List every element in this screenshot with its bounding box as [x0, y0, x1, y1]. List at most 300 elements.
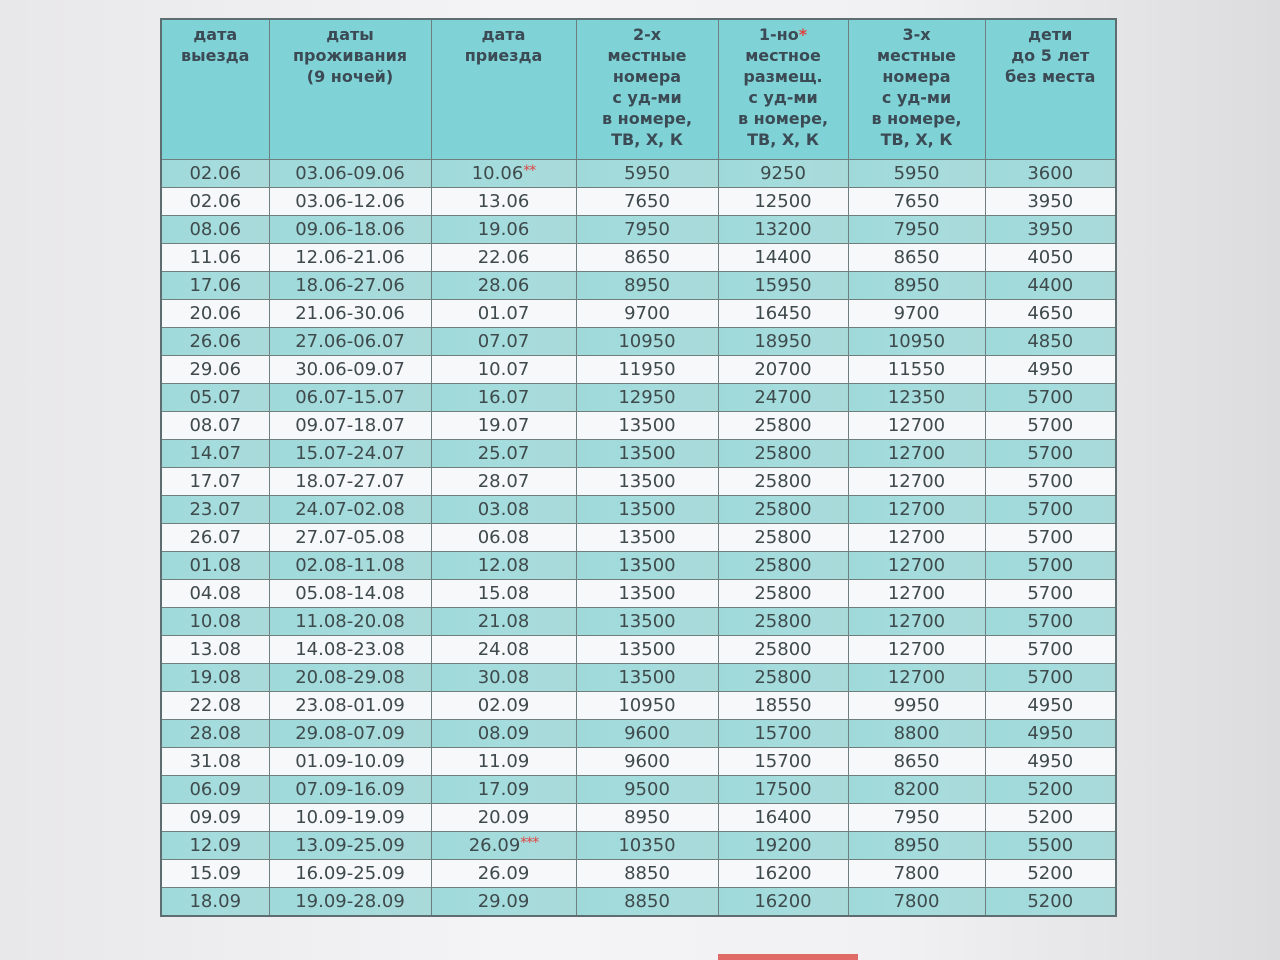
cell-triple-price	[848, 832, 985, 860]
cell-arrive-date	[431, 748, 576, 776]
cell-stay-dates	[269, 776, 431, 804]
cell-value: 01.08	[189, 555, 242, 576]
cell-stay-dates	[269, 748, 431, 776]
header-line: дата	[193, 25, 238, 44]
cell-depart-date	[161, 748, 269, 776]
cell-stay-dates	[269, 524, 431, 552]
cell-depart-date	[161, 692, 269, 720]
cell-value: 23.08-01.09	[295, 695, 405, 716]
table-row	[161, 468, 1116, 496]
header-line: в номере,	[737, 109, 829, 128]
cell-depart-date	[161, 384, 269, 412]
cell-single-price	[718, 636, 848, 664]
cell-child-price	[985, 860, 1116, 888]
cell-value: 02.06	[189, 191, 242, 212]
cell-depart-date	[161, 888, 269, 917]
cell-value: 02.06	[189, 163, 242, 184]
cell-single-price	[718, 524, 848, 552]
cell-value: 12700	[887, 499, 946, 520]
cell-value: 07.09-16.09	[295, 779, 405, 800]
cell-depart-date	[161, 832, 269, 860]
header-triple-room	[848, 19, 985, 160]
cell-value: 30.08	[477, 667, 530, 688]
cell-value: 25800	[754, 583, 812, 604]
table-row	[161, 328, 1116, 356]
cell-value: 16400	[754, 807, 812, 828]
cell-triple-price	[848, 552, 985, 580]
cell-value: 7950	[893, 807, 940, 828]
cell-value: 02.09	[477, 695, 530, 716]
header-line: даты	[326, 25, 374, 44]
cell-value: 16200	[754, 863, 812, 884]
cell-value: 30.06-09.07	[295, 359, 405, 380]
cell-stay-dates	[269, 580, 431, 608]
cell-arrive-date	[431, 832, 576, 860]
cell-value: 4950	[1027, 695, 1074, 716]
cell-arrive-date	[431, 188, 576, 216]
cell-single-price	[718, 804, 848, 832]
cell-depart-date	[161, 468, 269, 496]
cell-value: 08.09	[477, 723, 530, 744]
cell-value: 19.09-28.09	[295, 891, 405, 912]
cell-triple-price	[848, 356, 985, 384]
cell-value: 20700	[754, 359, 812, 380]
cell-value: 25800	[754, 639, 812, 660]
cell-value: 5700	[1027, 555, 1074, 576]
cell-value: 8650	[893, 247, 940, 268]
header-line: без места	[1005, 67, 1096, 86]
cell-double-price	[576, 328, 718, 356]
cell-value: 3950	[1027, 219, 1074, 240]
cell-value: 9950	[893, 695, 940, 716]
cell-value: 15.08	[477, 583, 530, 604]
cell-depart-date	[161, 580, 269, 608]
cell-value: 25800	[754, 527, 812, 548]
cell-single-price	[718, 888, 848, 917]
cell-value: 26.06	[189, 331, 242, 352]
cell-value: 8650	[624, 247, 670, 268]
cell-value: 25800	[754, 555, 812, 576]
cell-value: 7950	[624, 219, 670, 240]
cell-value: 21.06-30.06	[295, 303, 405, 324]
header-line: в номере,	[871, 109, 962, 128]
cell-triple-price	[848, 328, 985, 356]
cell-triple-price	[848, 216, 985, 244]
header-line: размещ.	[743, 67, 823, 86]
cell-child-price	[985, 160, 1116, 188]
cell-triple-price	[848, 692, 985, 720]
cell-stay-dates	[269, 832, 431, 860]
cell-triple-price	[848, 636, 985, 664]
header-depart-date	[161, 19, 269, 160]
cell-depart-date	[161, 328, 269, 356]
cell-value: 13500	[618, 639, 676, 660]
cell-arrive-date	[431, 468, 576, 496]
cell-value: 12700	[887, 471, 946, 492]
header-arrive-date	[431, 19, 576, 160]
cell-value: 10.06	[471, 163, 524, 184]
cell-value: 4050	[1027, 247, 1074, 268]
cell-child-price	[985, 748, 1116, 776]
header-line: в номере,	[601, 109, 693, 128]
cell-single-price	[718, 496, 848, 524]
cell-arrive-date	[431, 328, 576, 356]
cell-value: 4650	[1027, 303, 1074, 324]
table-row	[161, 720, 1116, 748]
cell-value: 15950	[754, 275, 812, 296]
cell-double-price	[576, 580, 718, 608]
cell-child-price	[985, 552, 1116, 580]
cell-value: 03.06-09.06	[295, 163, 405, 184]
header-line: дети	[1028, 25, 1073, 44]
cell-value: 24.08	[477, 639, 530, 660]
cell-single-price	[718, 160, 848, 188]
cell-value: 5700	[1027, 611, 1074, 632]
cell-value: 28.06	[477, 275, 530, 296]
cell-single-price	[718, 860, 848, 888]
table-row	[161, 496, 1116, 524]
cell-double-price	[576, 804, 718, 832]
cell-value: 20.06	[189, 303, 242, 324]
cell-double-price	[576, 608, 718, 636]
cell-value: 8800	[893, 723, 940, 744]
cell-double-price	[576, 776, 718, 804]
cell-stay-dates	[269, 888, 431, 917]
cell-value: 18.06-27.06	[295, 275, 405, 296]
cell-child-price	[985, 664, 1116, 692]
header-line: номера	[612, 67, 682, 86]
cell-triple-price	[848, 804, 985, 832]
cell-value: 12.08	[477, 555, 530, 576]
table-row	[161, 412, 1116, 440]
cell-value: 01.09-10.09	[295, 751, 405, 772]
cell-depart-date	[161, 272, 269, 300]
cell-double-price	[576, 552, 718, 580]
cell-single-price	[718, 440, 848, 468]
footnote-mark: ***	[520, 835, 539, 851]
cell-value: 19200	[754, 835, 812, 856]
cell-depart-date	[161, 188, 269, 216]
cell-triple-price	[848, 580, 985, 608]
cell-value: 25800	[754, 667, 812, 688]
table-row	[161, 860, 1116, 888]
cell-triple-price	[848, 720, 985, 748]
tour-price-table	[160, 18, 1117, 917]
cell-depart-date	[161, 244, 269, 272]
cell-value: 22.06	[477, 247, 530, 268]
cell-value: 25800	[754, 471, 812, 492]
cell-value: 17.06	[189, 275, 242, 296]
table-row	[161, 552, 1116, 580]
cell-value: 5700	[1027, 527, 1074, 548]
cell-stay-dates	[269, 664, 431, 692]
cell-double-price	[576, 720, 718, 748]
cell-value: 31.08	[189, 751, 242, 772]
table-row	[161, 356, 1116, 384]
cell-child-price	[985, 412, 1116, 440]
cell-double-price	[576, 272, 718, 300]
cell-value: 05.08-14.08	[295, 583, 405, 604]
header-line: 3-х	[902, 25, 931, 44]
cell-value: 22.08	[189, 695, 242, 716]
cell-value: 21.08	[477, 611, 530, 632]
cell-depart-date	[161, 300, 269, 328]
cell-value: 13500	[618, 443, 676, 464]
cell-value: 10350	[618, 835, 676, 856]
cell-value: 8950	[893, 835, 940, 856]
cell-value: 11950	[618, 359, 676, 380]
cell-depart-date	[161, 636, 269, 664]
cell-value: 26.09	[468, 835, 521, 856]
cell-value: 5700	[1027, 583, 1074, 604]
cell-value: 5200	[1027, 891, 1074, 912]
cell-value: 14400	[754, 247, 812, 268]
cell-value: 03.06-12.06	[295, 191, 405, 212]
cell-arrive-date	[431, 692, 576, 720]
cell-value: 10950	[618, 331, 676, 352]
cell-depart-date	[161, 440, 269, 468]
cell-value: 16.07	[477, 387, 530, 408]
cell-stay-dates	[269, 440, 431, 468]
cell-value: 13.08	[189, 639, 242, 660]
table-row	[161, 160, 1116, 188]
cell-value: 5950	[624, 163, 670, 184]
cell-value: 18950	[754, 331, 812, 352]
cell-value: 25800	[754, 611, 812, 632]
cell-value: 5200	[1027, 779, 1074, 800]
cell-value: 12.09	[189, 835, 242, 856]
cell-double-price	[576, 188, 718, 216]
cell-single-price	[718, 776, 848, 804]
header-line: с уд-ми	[612, 88, 682, 107]
table-row	[161, 244, 1116, 272]
header-line-with-mark	[720, 24, 847, 45]
cell-value: 29.06	[189, 359, 242, 380]
cell-child-price	[985, 272, 1116, 300]
cell-value: 13500	[618, 527, 676, 548]
cell-arrive-date	[431, 860, 576, 888]
cell-child-price	[985, 440, 1116, 468]
cell-arrive-date	[431, 580, 576, 608]
cell-value: 10950	[887, 331, 946, 352]
cell-value: 19.06	[477, 219, 530, 240]
cell-single-price	[718, 664, 848, 692]
table-row	[161, 272, 1116, 300]
header-line: выезда	[181, 46, 250, 65]
cell-single-price	[718, 384, 848, 412]
header-single-room	[718, 19, 848, 160]
cell-child-price	[985, 608, 1116, 636]
header-line: ТВ, Х, К	[880, 130, 953, 149]
cell-value: 5700	[1027, 443, 1074, 464]
cell-arrive-date	[431, 412, 576, 440]
cell-depart-date	[161, 720, 269, 748]
header-line: с уд-ми	[748, 88, 818, 107]
cell-value: 28.08	[189, 723, 242, 744]
header-line: 2-х	[632, 25, 662, 44]
cell-triple-price	[848, 384, 985, 412]
cell-stay-dates	[269, 244, 431, 272]
cell-value: 13.06	[477, 191, 530, 212]
cell-child-price	[985, 888, 1116, 917]
cell-value: 13500	[618, 555, 676, 576]
table-row	[161, 832, 1116, 860]
cell-child-price	[985, 356, 1116, 384]
cell-value: 15700	[754, 723, 812, 744]
cell-value: 13500	[618, 583, 676, 604]
cell-single-price	[718, 412, 848, 440]
header-children	[985, 19, 1116, 160]
cell-value: 13500	[618, 667, 676, 688]
cell-value: 4850	[1027, 331, 1074, 352]
cell-depart-date	[161, 860, 269, 888]
cell-value: 4950	[1027, 723, 1074, 744]
cell-arrive-date	[431, 776, 576, 804]
cell-value: 11.09	[477, 751, 530, 772]
cell-stay-dates	[269, 496, 431, 524]
cell-double-price	[576, 412, 718, 440]
cell-arrive-date	[431, 160, 576, 188]
cell-depart-date	[161, 216, 269, 244]
cell-stay-dates	[269, 216, 431, 244]
cell-value: 5700	[1027, 387, 1074, 408]
cell-stay-dates	[269, 272, 431, 300]
cell-value: 19.07	[477, 415, 530, 436]
header-line: (9 ночей)	[306, 67, 394, 86]
cell-value: 06.07-15.07	[295, 387, 405, 408]
cell-value: 10950	[618, 695, 676, 716]
cell-single-price	[718, 692, 848, 720]
cell-child-price	[985, 776, 1116, 804]
cell-value: 9700	[624, 303, 670, 324]
cell-double-price	[576, 860, 718, 888]
cell-arrive-date	[431, 664, 576, 692]
cell-value: 4950	[1027, 751, 1074, 772]
cell-double-price	[576, 160, 718, 188]
cell-value: 5700	[1027, 667, 1074, 688]
cell-value: 3600	[1027, 163, 1074, 184]
cell-double-price	[576, 244, 718, 272]
cell-value: 7650	[624, 191, 670, 212]
cell-value: 12700	[887, 555, 946, 576]
cell-value: 8950	[624, 275, 670, 296]
cell-double-price	[576, 832, 718, 860]
cell-arrive-date	[431, 636, 576, 664]
header-line: дата	[481, 25, 526, 44]
cell-single-price	[718, 608, 848, 636]
cell-single-price	[718, 748, 848, 776]
cell-value: 8650	[893, 751, 940, 772]
cell-arrive-date	[431, 608, 576, 636]
cell-value: 06.08	[477, 527, 530, 548]
cell-depart-date	[161, 356, 269, 384]
cell-single-price	[718, 244, 848, 272]
cell-value: 27.06-06.07	[295, 331, 405, 352]
cell-child-price	[985, 188, 1116, 216]
cell-arrive-date	[431, 440, 576, 468]
cell-double-price	[576, 468, 718, 496]
table-row	[161, 524, 1116, 552]
cell-value: 14.08-23.08	[295, 639, 405, 660]
cell-triple-price	[848, 496, 985, 524]
cell-value: 12.06-21.06	[295, 247, 405, 268]
cell-child-price	[985, 300, 1116, 328]
cell-value: 12700	[887, 667, 946, 688]
cell-value: 01.07	[477, 303, 530, 324]
header-stay-dates	[269, 19, 431, 160]
cell-triple-price	[848, 608, 985, 636]
cell-value: 11550	[887, 359, 946, 380]
cell-value: 25800	[754, 415, 812, 436]
table-row	[161, 440, 1116, 468]
cell-child-price	[985, 804, 1116, 832]
table-row	[161, 804, 1116, 832]
cell-child-price	[985, 468, 1116, 496]
cell-value: 03.08	[477, 499, 530, 520]
cell-single-price	[718, 188, 848, 216]
header-line: до 5 лет	[1011, 46, 1090, 65]
cell-value: 15.09	[189, 863, 242, 884]
cell-value: 5200	[1027, 863, 1074, 884]
cell-value: 13500	[618, 471, 676, 492]
cell-value: 5200	[1027, 807, 1074, 828]
cell-depart-date	[161, 776, 269, 804]
cell-value: 12500	[754, 191, 812, 212]
table-row	[161, 636, 1116, 664]
cell-value: 5700	[1027, 499, 1074, 520]
header-line: ТВ, Х, К	[747, 130, 819, 149]
cell-value: 25800	[754, 499, 812, 520]
cell-value: 09.06-18.06	[295, 219, 405, 240]
cell-value: 29.09	[477, 891, 530, 912]
table-body	[161, 160, 1116, 917]
cell-value: 26.09	[477, 863, 530, 884]
cell-value: 04.08	[189, 583, 242, 604]
footnote-mark: *	[798, 25, 808, 44]
cell-triple-price	[848, 244, 985, 272]
table-row	[161, 608, 1116, 636]
cell-double-price	[576, 216, 718, 244]
cell-value: 4950	[1027, 359, 1074, 380]
cell-double-price	[576, 524, 718, 552]
cell-value: 7650	[893, 191, 940, 212]
header-line: 1-но	[758, 25, 799, 44]
cell-value: 08.07	[189, 415, 242, 436]
table-row	[161, 888, 1116, 917]
cell-value: 18.09	[189, 891, 242, 912]
cell-value: 08.06	[189, 219, 242, 240]
cell-double-price	[576, 888, 718, 917]
cell-stay-dates	[269, 552, 431, 580]
table-row	[161, 580, 1116, 608]
cell-value: 17.09	[477, 779, 530, 800]
table-row	[161, 692, 1116, 720]
cell-triple-price	[848, 776, 985, 804]
cell-value: 9600	[624, 751, 670, 772]
cell-value: 18550	[754, 695, 812, 716]
cell-value: 3950	[1027, 191, 1074, 212]
cell-value: 15.07-24.07	[295, 443, 405, 464]
cell-child-price	[985, 244, 1116, 272]
cell-value: 19.08	[189, 667, 242, 688]
cell-value: 10.08	[189, 611, 242, 632]
cell-value: 28.07	[477, 471, 530, 492]
header-line: с уд-ми	[881, 88, 952, 107]
cell-value: 12950	[618, 387, 676, 408]
cell-single-price	[718, 272, 848, 300]
cell-triple-price	[848, 748, 985, 776]
cell-value: 16200	[754, 891, 812, 912]
